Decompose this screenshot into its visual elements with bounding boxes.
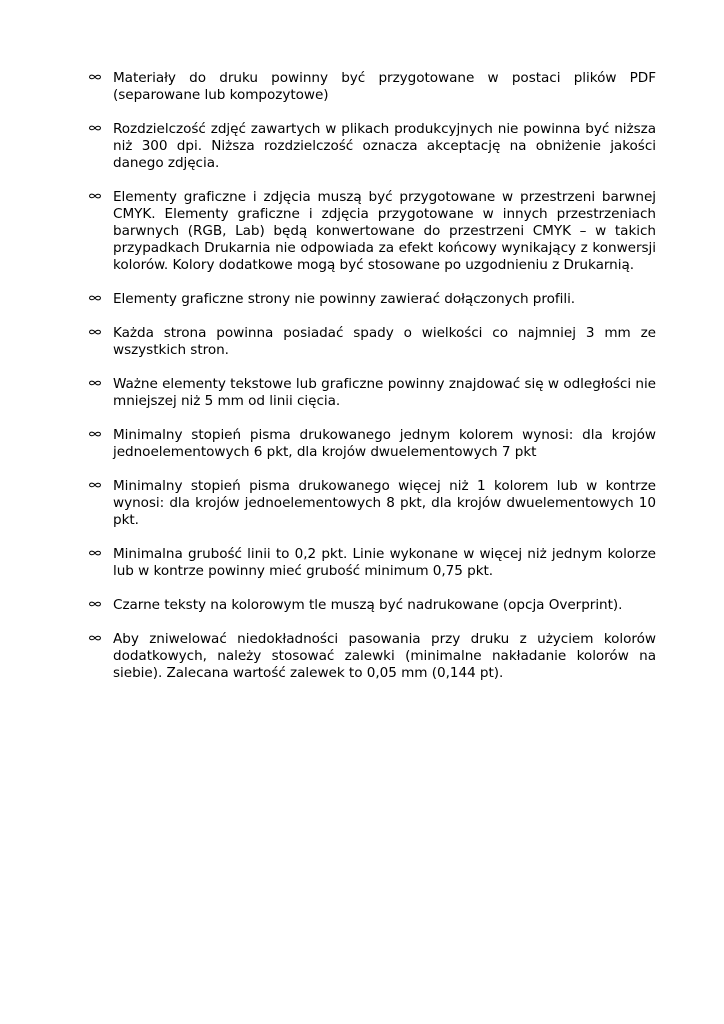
infinity-icon [88, 122, 104, 136]
list-item-text: Aby zniwelować niedokładności pasowania przy druku z użyciem kolorów dodatkowych, należy stosować zalewki (minimalne nakładanie kolorów na siebie). Zalecana wartość zalewek to 0,05 mm (0,144 pt). [113, 631, 656, 681]
infinity-icon [88, 292, 104, 306]
list-item [88, 376, 656, 410]
list-item-text: Minimalny stopień pisma drukowanego jednym kolorem wynosi: dla krojów jednoelementowych 6 pkt, dla krojów dwuelementowych 7 pkt [113, 427, 656, 460]
list-item-text: Elementy graficzne i zdjęcia muszą być przygotowane w przestrzeni barwnej CMYK. Elementy graficzne i zdjęcia przygotowane w innych przestrzeniach barwnych (RGB, Lab) będą konwertowane do przestrzeni CMYK – w takich przypadkach Drukarnia nie odpowiada za efekt końcowy wynikający z konwersji kolorów. Kolory dodatkowe mogą być stosowane po uzgodnieniu z Drukarnią. [113, 189, 656, 273]
list-item [88, 597, 656, 614]
list-item-text: Minimalna grubość linii to 0,2 pkt. Linie wykonane w więcej niż jednym kolorze lub w kontrze powinny mieć grubość minimum 0,75 pkt. [113, 546, 656, 579]
list-item [88, 189, 656, 274]
infinity-icon [88, 377, 104, 391]
infinity-icon [88, 479, 104, 493]
infinity-icon [88, 190, 104, 204]
infinity-icon [88, 547, 104, 561]
list-item-text: Każda strona powinna posiadać spady o wielkości co najmniej 3 mm ze wszystkich stron. [113, 325, 656, 358]
infinity-icon [88, 71, 104, 85]
list-item-text: Elementy graficzne strony nie powinny zawierać dołączonych profili. [113, 291, 576, 307]
list-item [88, 291, 656, 308]
list-item [88, 121, 656, 172]
list-item-text: Materiały do druku powinny być przygotowane w postaci plików PDF (separowane lub kompozytowe) [113, 70, 656, 103]
list-item [88, 70, 656, 104]
requirements-list [88, 70, 656, 699]
list-item-text: Czarne teksty na kolorowym tle muszą być nadrukowane (opcja Overprint). [113, 597, 623, 613]
infinity-icon [88, 598, 104, 612]
list-item-text: Minimalny stopień pisma drukowanego więcej niż 1 kolorem lub w kontrze wynosi: dla krojów jednoelementowych 8 pkt, dla krojów dwuelementowych 10 pkt. [113, 478, 656, 528]
list-item-text: Rozdzielczość zdjęć zawartych w plikach produkcyjnych nie powinna być niższa niż 300 dpi. Niższa rozdzielczość oznacza akceptację na obniżenie jakości danego zdjęcia. [113, 121, 656, 171]
list-item [88, 546, 656, 580]
list-item [88, 478, 656, 529]
infinity-icon [88, 632, 104, 646]
infinity-icon [88, 428, 104, 442]
list-item [88, 427, 656, 461]
infinity-icon [88, 326, 104, 340]
list-item-text: Ważne elementy tekstowe lub graficzne powinny znajdować się w odległości nie mniejszej niż 5 mm od linii cięcia. [113, 376, 656, 409]
list-item [88, 325, 656, 359]
list-item [88, 631, 656, 682]
